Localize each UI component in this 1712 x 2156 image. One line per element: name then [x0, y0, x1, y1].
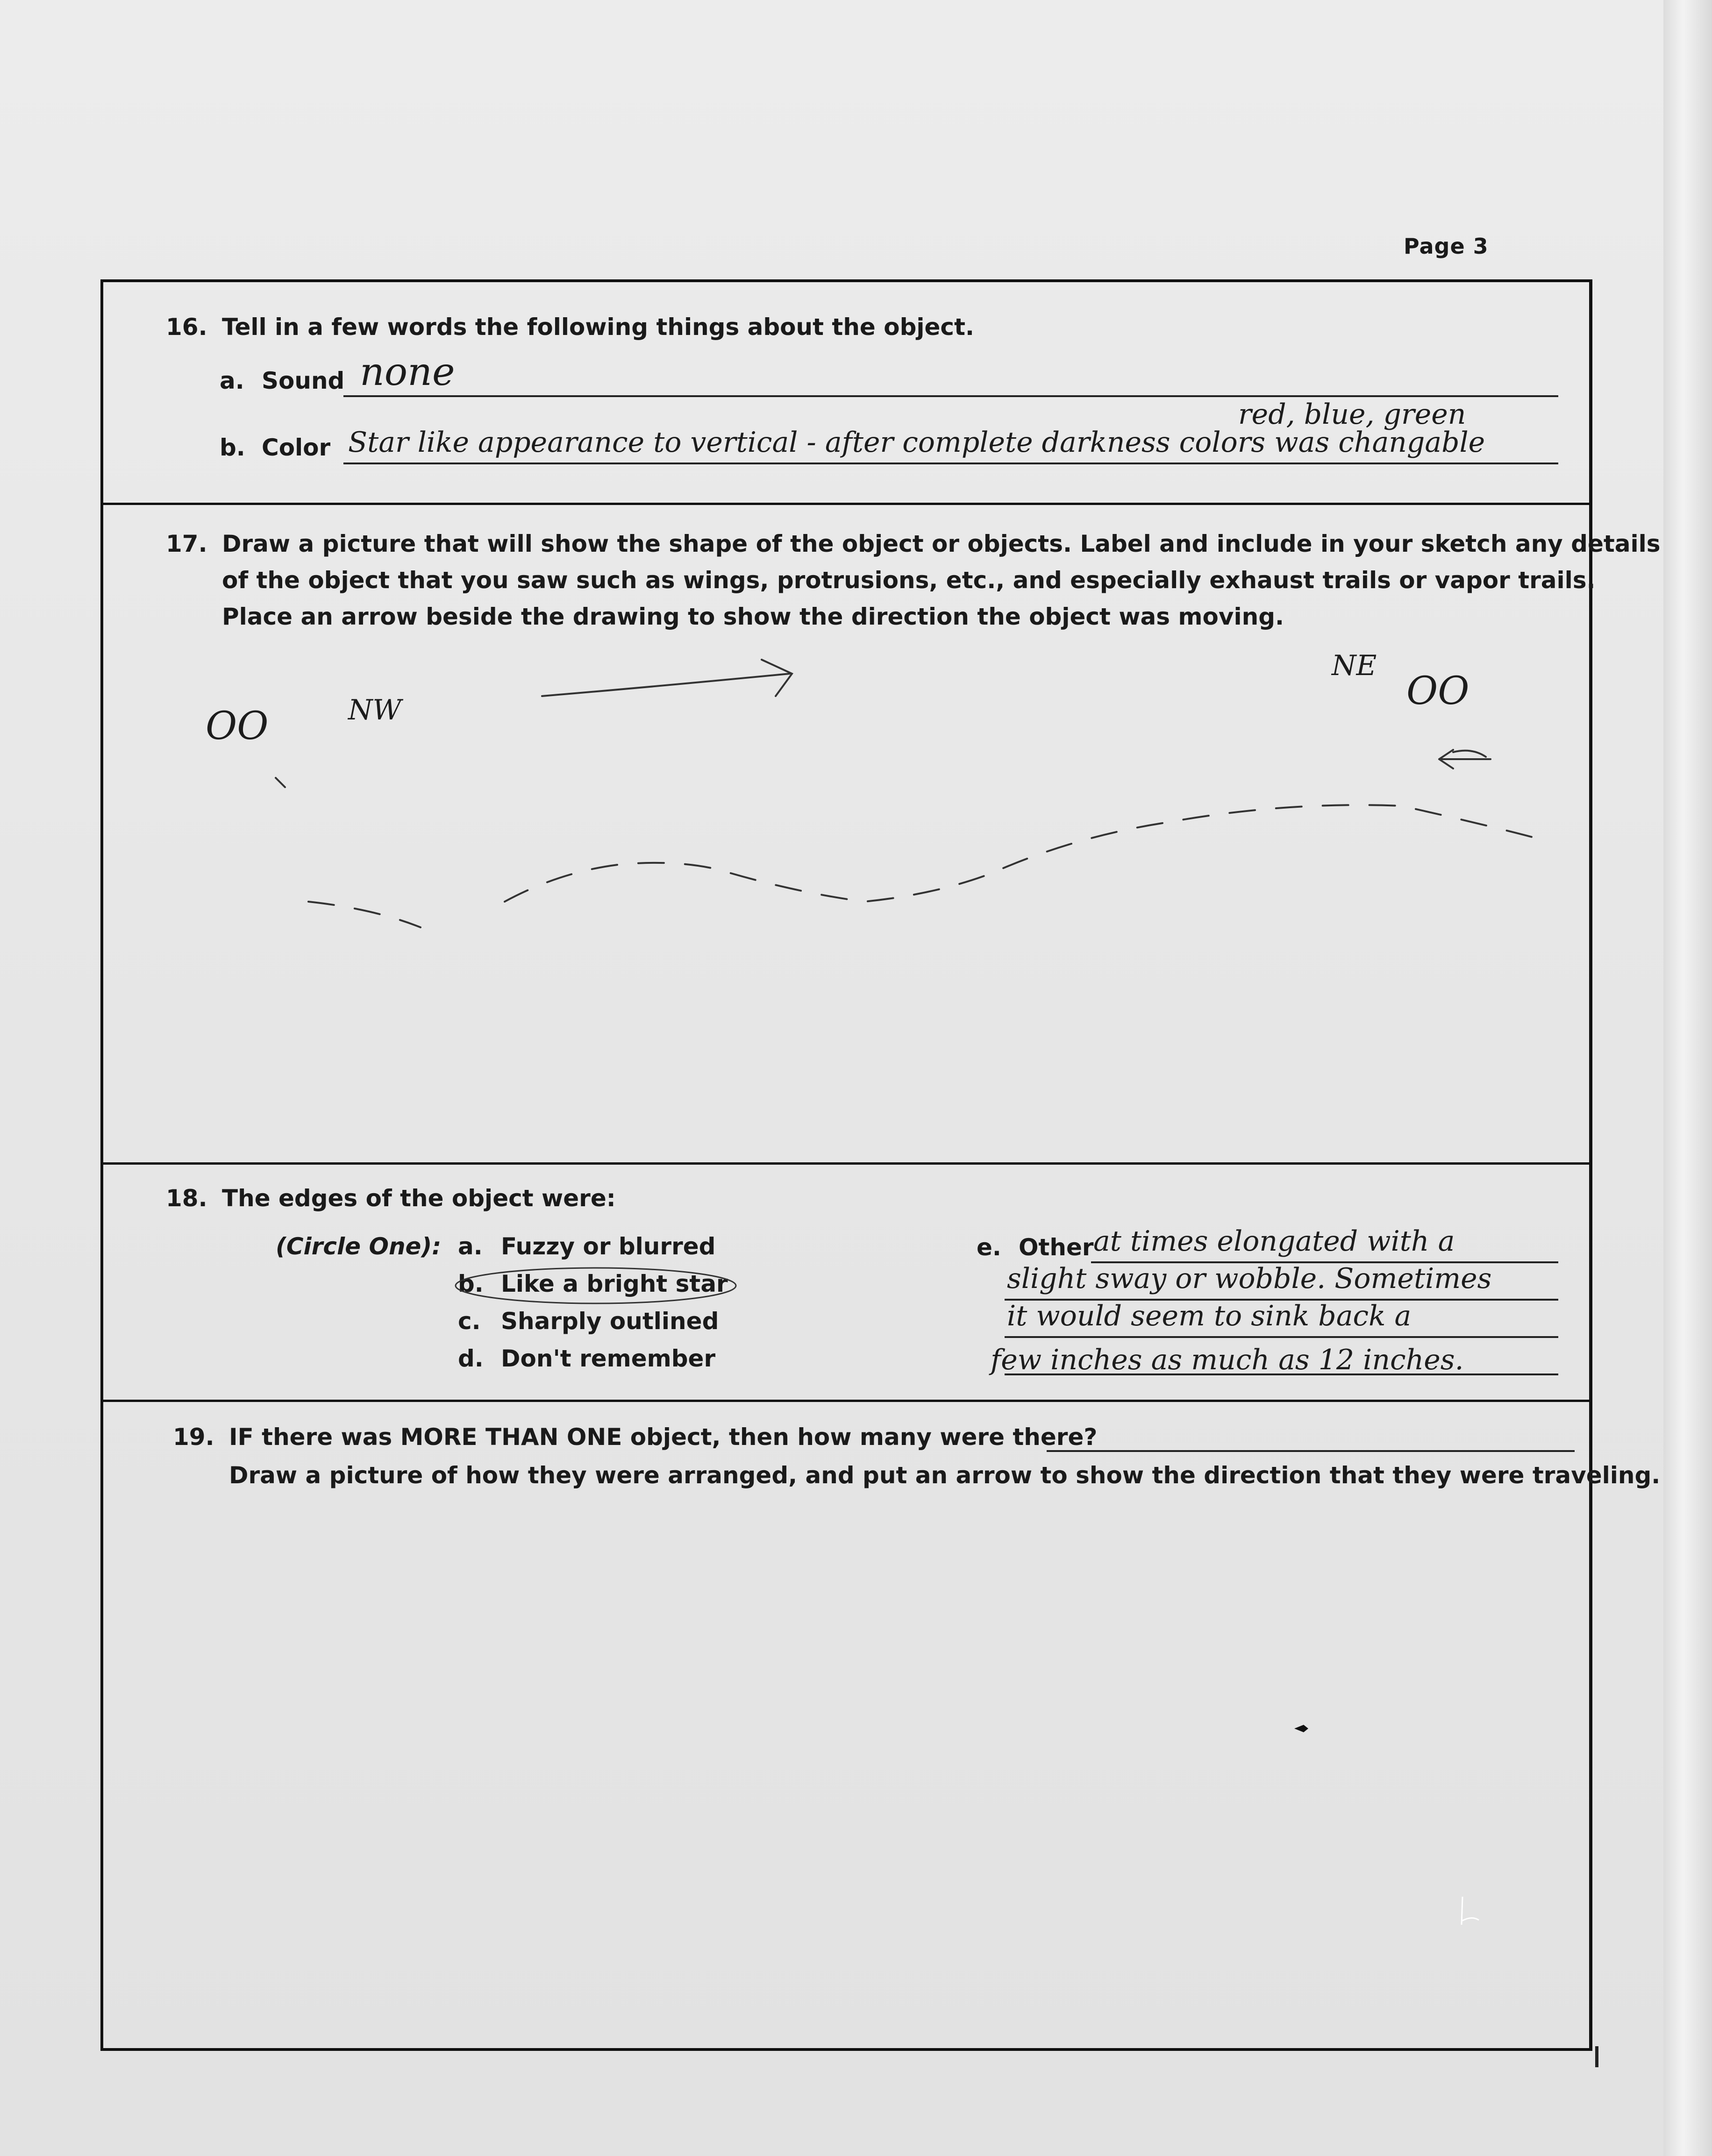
q19-number: 19.	[173, 1423, 214, 1451]
q18-option-a-letter: a.	[458, 1233, 483, 1260]
q17-prompt-line3: Place an arrow beside the drawing to show the direction the object was moving.	[222, 603, 1284, 630]
q18-option-d[interactable]: Don't remember	[501, 1345, 716, 1372]
q16-number: 16.	[166, 313, 207, 341]
sketch-object-left: OO	[206, 704, 269, 748]
q16a-answer[interactable]: none	[360, 350, 455, 394]
q18-option-c-letter: c.	[458, 1308, 481, 1335]
page-number: Page 3	[1404, 234, 1489, 259]
sketch-label-ne: NE	[1332, 649, 1377, 682]
q16a-letter: a.	[220, 367, 244, 394]
q17-number: 17.	[166, 530, 207, 557]
q18-other-answer-4[interactable]: few inches as much as 12 inches.	[991, 1344, 1464, 1376]
sketch-object-right: OO	[1406, 669, 1469, 713]
q18-other-label: Other	[1019, 1234, 1094, 1261]
q18-number: 18.	[166, 1185, 207, 1212]
q18-option-a[interactable]: Fuzzy or blurred	[501, 1233, 716, 1260]
q18-instruction: (Circle One):	[276, 1233, 442, 1260]
sketch-label-nw: NW	[348, 694, 402, 726]
q19-prompt-line1: IF there was MORE THAN ONE object, then how many were there?	[229, 1423, 1098, 1451]
q18-other-answer-3[interactable]: it would seem to sink back a	[1007, 1300, 1412, 1332]
q16b-answer[interactable]: Star like appearance to vertical - after complete darkness colors was changable	[348, 426, 1485, 459]
q18-prompt: The edges of the object were:	[222, 1185, 616, 1212]
q16b-letter: b.	[220, 434, 245, 461]
q17-prompt-line2: of the object that you saw such as wings, protrusions, etc., and especially exhaust trails or vapor trails.	[222, 567, 1596, 594]
q16-prompt: Tell in a few words the following things about the object.	[222, 313, 974, 341]
q16b-answer-above: red, blue, green	[1238, 398, 1466, 431]
q18-other-answer-1[interactable]: at times elongated with a	[1093, 1225, 1455, 1258]
ink-speck	[1294, 1725, 1308, 1732]
q16b-label: Color	[262, 434, 331, 461]
q17-prompt-line1: Draw a picture that will show the shape of the object or objects. Label and include in your sketch any details	[222, 530, 1661, 557]
q18-option-b[interactable]: Like a bright star	[501, 1270, 728, 1297]
q18-other-letter: e.	[977, 1234, 1001, 1261]
q18-other-answer-2[interactable]: slight sway or wobble. Sometimes	[1007, 1262, 1492, 1295]
q18-option-d-letter: d.	[458, 1345, 484, 1372]
scan-mark	[1462, 1897, 1479, 1925]
q18-option-c[interactable]: Sharply outlined	[501, 1308, 719, 1335]
q16a-label: Sound	[262, 367, 345, 394]
q18-option-b-letter: b.	[458, 1270, 484, 1297]
q19-prompt-line2: Draw a picture of how they were arranged, and put an arrow to show the direction that they were traveling.	[229, 1462, 1661, 1489]
